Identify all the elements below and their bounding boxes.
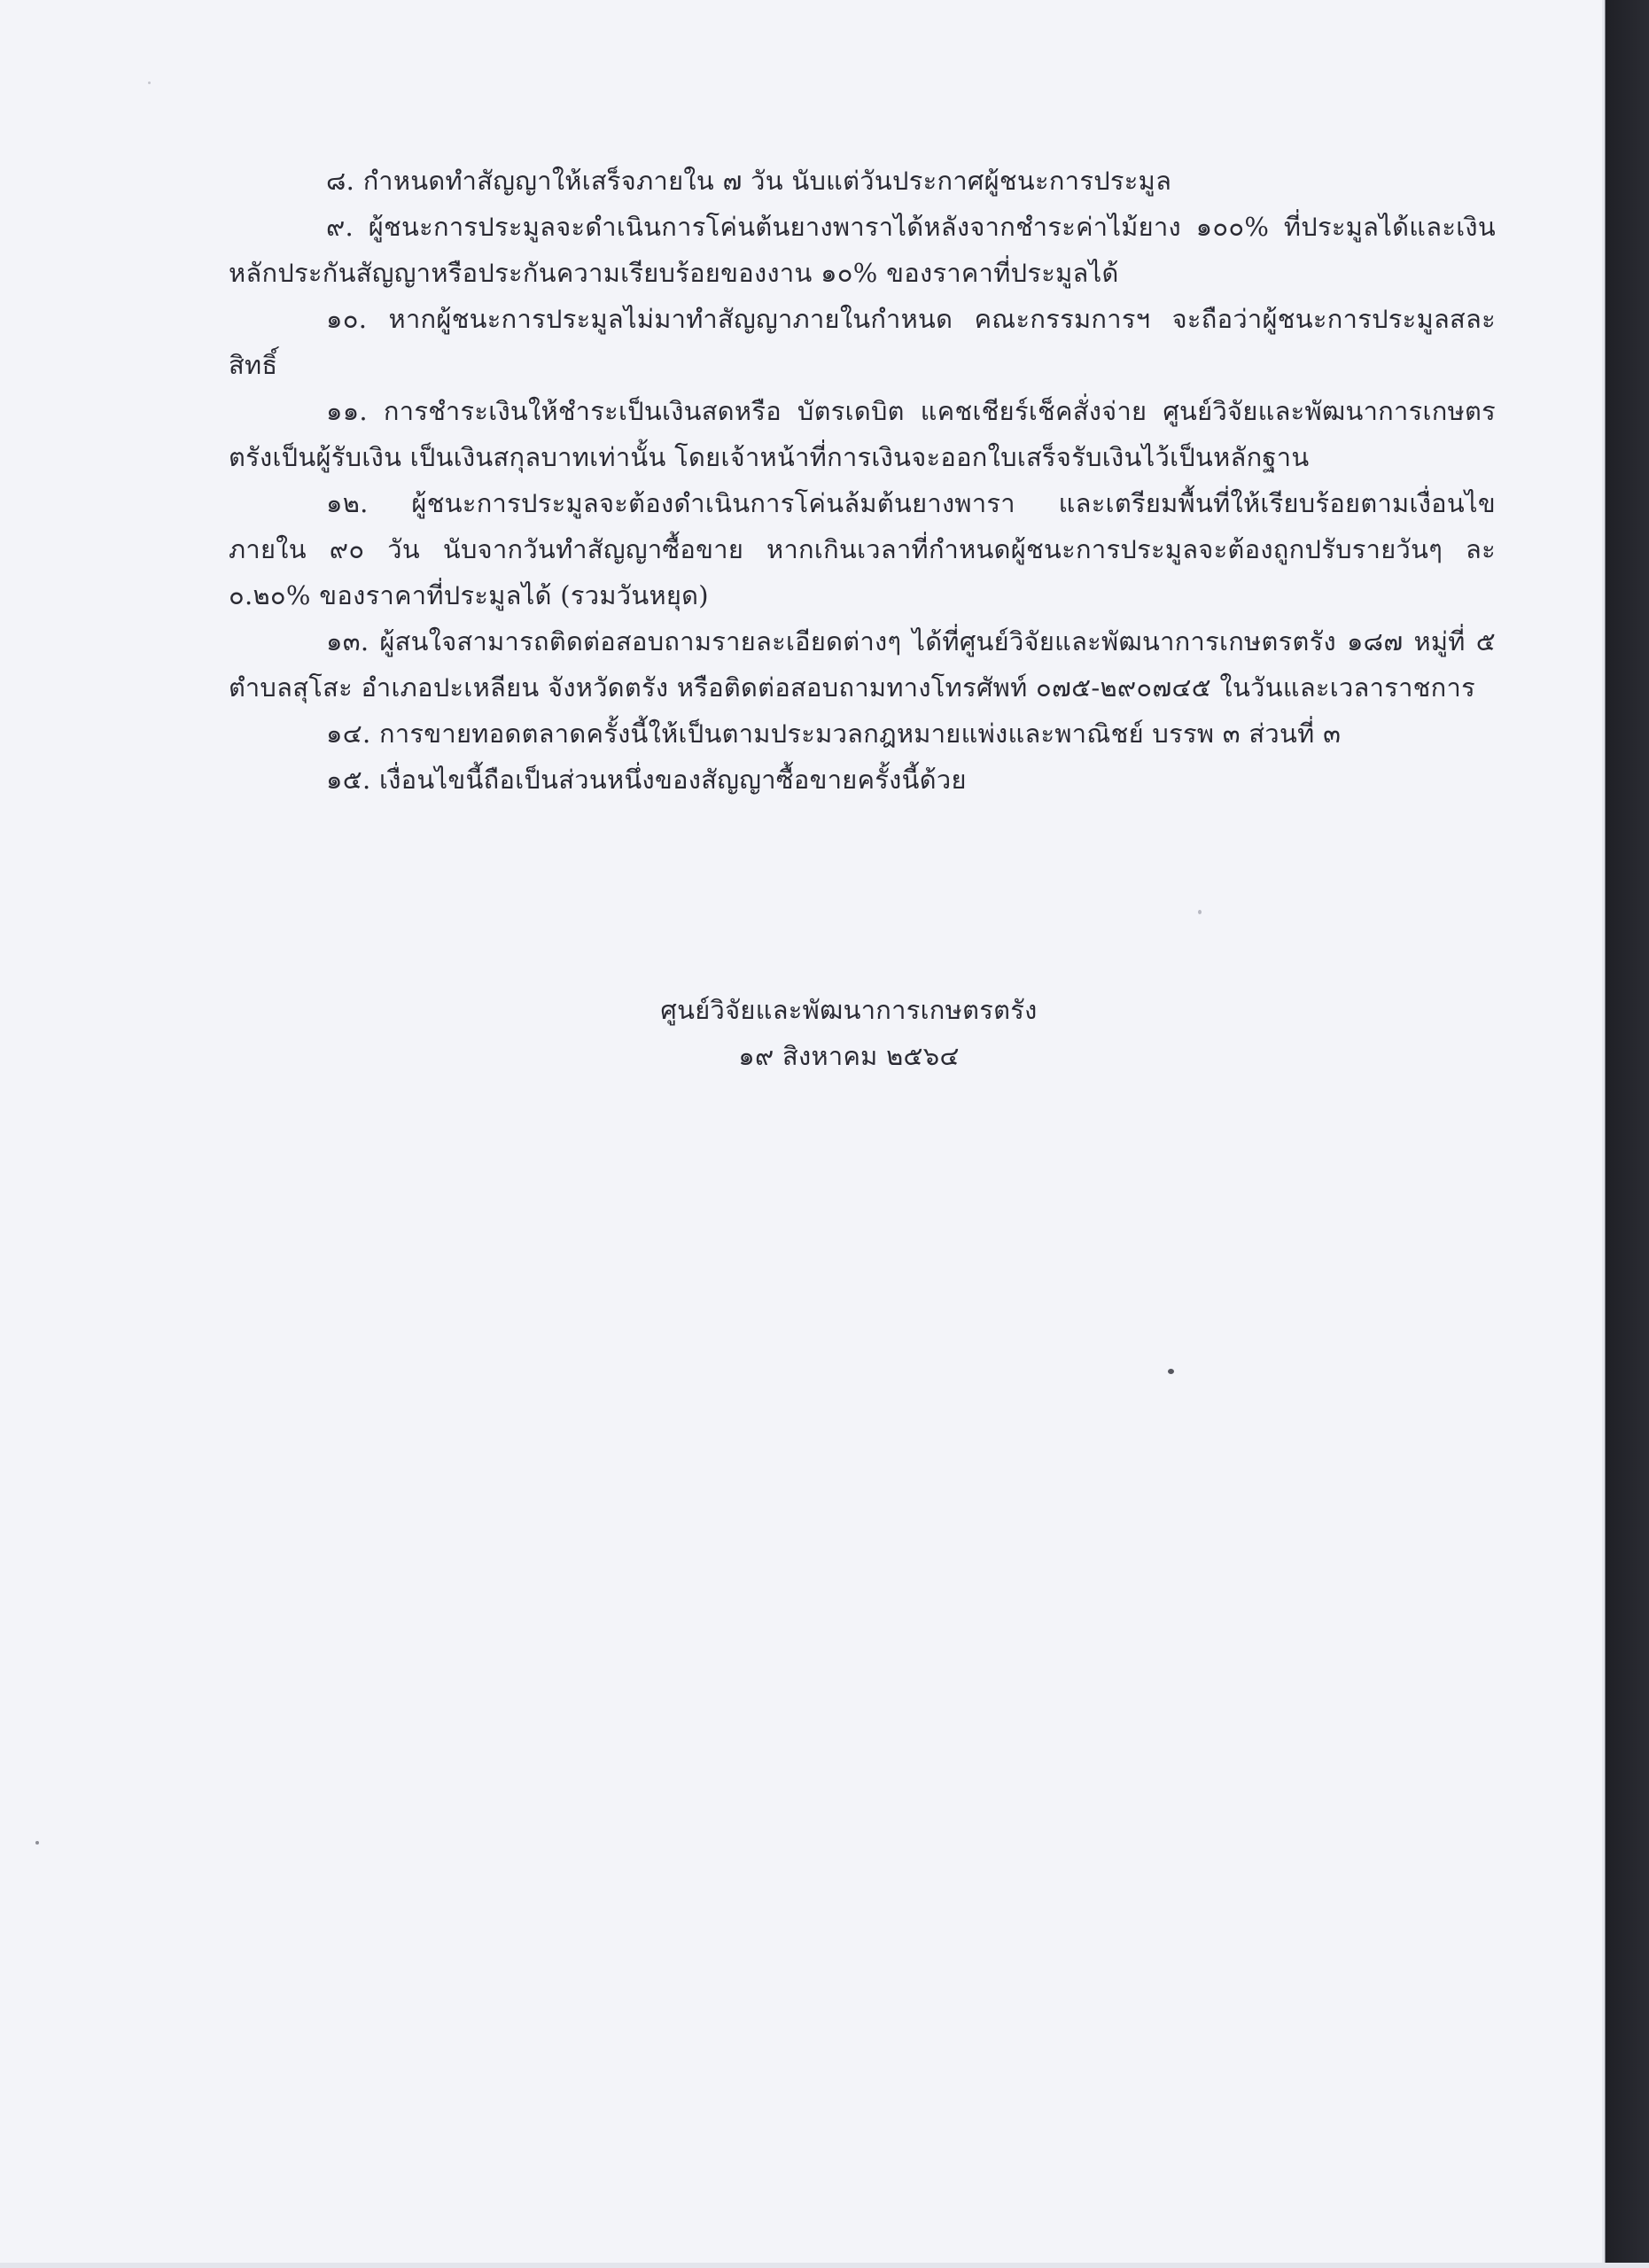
- clause-11: ๑๑. การชำระเงินให้ชำระเป็นเงินสดหรือ บัตรเดบิต แคชเชียร์เช็คสั่งจ่าย ศูนย์วิจัยและพัฒนาการเกษตรตรังเป็นผู้รับเงิน เป็นเงินสกุลบาทเท่านั้น โดยเจ้าหน้าที่การเงินจะออกใบเสร็จรับเงินไว้เป็นหลักฐาน: [229, 396, 1496, 472]
- clause-15: ๑๕. เงื่อนไขนี้ถือเป็นส่วนหนึ่งของสัญญาซื้อขายครั้งนี้ด้วย: [326, 765, 967, 795]
- clause-8: ๘. กำหนดทำสัญญาให้เสร็จภายใน ๗ วัน นับแต่วันประกาศผู้ชนะการประมูล: [326, 166, 1172, 196]
- signature-date: ๑๙ สิงหาคม ๒๕๖๔: [738, 1041, 960, 1071]
- scan-border-right: [1602, 0, 1649, 2268]
- scan-speck: [1198, 910, 1202, 914]
- scan-border-bottom: [0, 2263, 1649, 2268]
- clause-12: ๑๒. ผู้ชนะการประมูลจะต้องดำเนินการโค่นล้มต้นยางพารา และเตรียมพื้นที่ให้เรียบร้อยตามเงื่อนไขภายใน ๙๐ วัน นับจากวันทำสัญญาซื้อขาย หากเกินเวลาที่กำหนดผู้ชนะการประมูลจะต้องถูกปรับรายวันๆ ละ ๐.๒๐% ของราคาที่ประมูลได้ (รวมวันหยุด): [229, 488, 1496, 610]
- scan-speck: [1168, 1369, 1174, 1374]
- signature-organization: ศูนย์วิจัยและพัฒนาการเกษตรตรัง: [660, 995, 1038, 1025]
- scan-speck: [35, 1841, 39, 1845]
- scan-speck: [148, 82, 151, 84]
- clause-10: ๑๐. หากผู้ชนะการประมูลไม่มาทำสัญญาภายในกำหนด คณะกรรมการฯ จะถือว่าผู้ชนะการประมูลสละสิทธิ์: [229, 304, 1496, 380]
- clause-14: ๑๔. การขายทอดตลาดครั้งนี้ให้เป็นตามประมวลกฎหมายแพ่งและพาณิชย์ บรรพ ๓ ส่วนที่ ๓: [326, 718, 1342, 749]
- clause-13: ๑๓. ผู้สนใจสามารถติดต่อสอบถามรายละเอียดต่างๆ ได้ที่ศูนย์วิจัยและพัฒนาการเกษตรตรัง ๑๘๗ หมู่ที่ ๕ ตำบลสุโสะ อำเภอปะเหลียน จังหวัดตรัง หรือติดต่อสอบถามทางโทรศัพท์ ๐๗๕-๒๙๐๗๔๕ ในวันและเวลาราชการ: [229, 626, 1496, 703]
- signature-block: [583, 987, 1115, 1079]
- conditions-list: [229, 158, 1496, 803]
- clause-9: ๙. ผู้ชนะการประมูลจะดำเนินการโค่นต้นยางพาราได้หลังจากชำระค่าไม้ยาง ๑๐๐% ที่ประมูลได้และเงินหลักประกันสัญญาหรือประกันความเรียบร้อยของงาน ๑๐% ของราคาที่ประมูลได้: [229, 212, 1496, 288]
